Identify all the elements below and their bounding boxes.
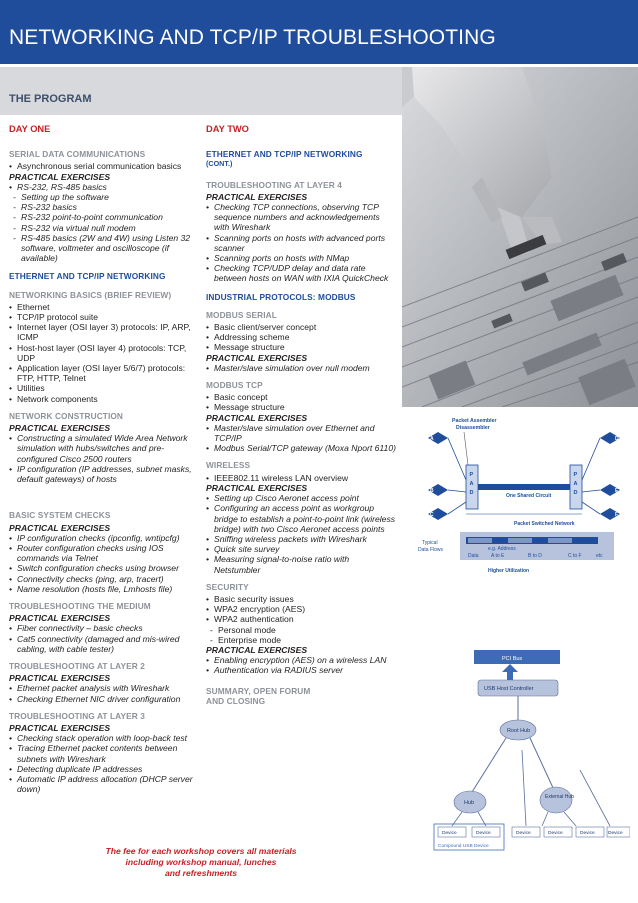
section-title: TROUBLESHOOTING AT LAYER 2 (9, 660, 145, 671)
list-item: • Switch configuration checks using browser (9, 563, 199, 573)
node-label: F (615, 512, 619, 518)
b-to-d-label: B to D (528, 553, 542, 559)
sub-list-item: - RS-232 point-to-point communication (9, 212, 199, 222)
day-two-column (206, 124, 396, 708)
link-line (530, 738, 554, 790)
left-nodes (428, 432, 448, 520)
list-item: • Master/slave simulation over null modem (206, 363, 396, 373)
list-item: • Basic concept (206, 392, 396, 402)
list-item: • Basic client/server concept (206, 322, 396, 332)
list-item: • Tracing Ethernet packet contents between subnets with Wireshark (9, 743, 199, 763)
device-boxes (438, 827, 630, 837)
device-links (452, 750, 610, 826)
program-label: THE PROGRAM (9, 93, 92, 105)
list-item: • Addressing scheme (206, 332, 396, 342)
section-title: MODBUS TCP (206, 380, 263, 391)
list-item: • Checking TCP connections, observing TCP sequence numbers and acknowledgements with Wireshark (206, 202, 396, 233)
fee-line-2: including workshop manual, lunches (125, 857, 277, 867)
c-to-f-label: C to F (568, 553, 582, 559)
topic-heading: ETHERNET AND TCP/IP NETWORKING (9, 271, 166, 282)
list-item: • Checking stack operation with loop-back test (9, 733, 199, 743)
device-label: Device (476, 831, 491, 836)
node-label: D (615, 436, 619, 442)
circuit-label: One Shared Circuit (506, 493, 552, 499)
summary-heading (206, 686, 396, 706)
list-item: • Internet layer (OSI layer 3) protocols: IP, ARP, ICMP (9, 322, 199, 342)
list-item: • Scanning ports on hosts with advanced ports scanner (206, 233, 396, 253)
pad-letter: A (469, 481, 474, 487)
right-nodes (600, 432, 620, 520)
list-item: • Constructing a simulated Wide Area Network simulation with hubs/switches and pre-configured Cisco 2500 routers (9, 433, 199, 464)
pad-label-1: Packet Assembler (452, 418, 497, 424)
data-label: Data (468, 553, 479, 559)
list-item: • Cat5 connectivity (damaged and mis-wired cabling, with cable tester) (9, 634, 199, 654)
pad-letter: D (573, 490, 578, 496)
a-to-e-label: A to E (491, 553, 505, 559)
section-title: TROUBLESHOOTING AT LAYER 4 (206, 179, 342, 190)
fee-line-3: and refreshments (164, 868, 238, 878)
psn-label: Packet Switched Network (514, 521, 575, 527)
practical-exercises-label: PRACTICAL EXERCISES (9, 722, 111, 733)
section-title: MODBUS SERIAL (206, 309, 277, 320)
pad-label-2: Disassembler (456, 425, 490, 431)
list-item: • Setting up Cisco Aeronet access point (206, 493, 396, 503)
list-item: • Ethernet (9, 302, 199, 312)
list-item: • Sniffing wireless packets with Wireshark (206, 534, 396, 544)
list-item: • Network components (9, 394, 199, 404)
section-title: BASIC SYSTEM CHECKS (9, 510, 111, 521)
practical-exercises-label: PRACTICAL EXERCISES (9, 171, 111, 182)
list-item: • RS-232, RS-485 basics (9, 182, 199, 192)
list-item: • Quick site survey (206, 544, 396, 554)
device-label: Device (442, 831, 457, 836)
practical-exercises-label: PRACTICAL EXERCISES (206, 482, 308, 493)
topic-heading: INDUSTRIAL PROTOCOLS: MODBUS (206, 291, 356, 302)
sub-list-item: - Personal mode (206, 625, 396, 635)
practical-exercises-label: PRACTICAL EXERCISES (206, 412, 308, 423)
pci-arrow-icon (502, 664, 518, 680)
list-item: • Automatic IP address allocation (DHCP server down) (9, 774, 199, 794)
device-label: Device (580, 831, 595, 836)
day-one-column (9, 124, 199, 794)
pad-letter: P (469, 472, 474, 478)
list-item: • TCP/IP protocol suite (9, 312, 199, 322)
section-title: WIRELESS (206, 460, 251, 471)
addr-label: e.g. Address (488, 546, 516, 552)
list-item: • Fiber connectivity – basic checks (9, 623, 199, 633)
list-item: • IP configuration (IP addresses, subnet masks, default gateways) of hosts (9, 464, 199, 484)
list-item: • Message structure (206, 342, 396, 352)
pad-letter: D (469, 490, 474, 496)
practical-exercises-label: PRACTICAL EXERCISES (206, 352, 308, 363)
list-item: • IEEE802.11 wireless LAN overview (206, 473, 396, 483)
list-item: • Utilities (9, 383, 199, 393)
sub-list-item: - Enterprise mode (206, 635, 396, 645)
list-item: • Modbus Serial/TCP gateway (Moxa Nport 6110) (206, 443, 396, 453)
packet-blocks (468, 538, 572, 543)
link-line (472, 738, 506, 792)
list-item: • Name resolution (hosts file, Lmhosts file) (9, 584, 199, 594)
hub-label: Hub (464, 800, 475, 806)
list-item: • Measuring signal-to-noise ratio with Netstumbler (206, 554, 396, 574)
summary-line-2: AND CLOSING (206, 695, 266, 706)
section-title: SERIAL DATA COMMUNICATIONS (9, 149, 146, 160)
practical-exercises-label: PRACTICAL EXERCISES (206, 644, 308, 655)
utilization-label: Higher Utilization (488, 568, 530, 574)
pad-letter: A (573, 481, 578, 487)
topic-heading: ETHERNET AND TCP/IP NETWORKING (206, 149, 363, 160)
etc-label: etc (596, 553, 603, 559)
typical-label: Typical (422, 540, 438, 546)
external-hub-node (540, 787, 572, 813)
list-item: • Router configuration checks using IOS commands via Telnet (9, 543, 199, 563)
device-label: Device (516, 831, 531, 836)
practical-exercises-label: PRACTICAL EXERCISES (9, 613, 111, 624)
section-title: NETWORK CONSTRUCTION (9, 410, 123, 421)
list-item: • IP configuration checks (ipconfig, wntipcfg) (9, 533, 199, 543)
page-title: NETWORKING AND TCP/IP TROUBLESHOOTING (9, 26, 496, 49)
device-label: Device (608, 831, 623, 836)
list-item: • Basic security issues (206, 594, 396, 604)
list-item: • Configuring an access point as workgroup bridge to establish a point-to-point link (wireless bridge) with two Cisco Aeronet access points (206, 503, 396, 534)
pci-label: PCI Bus (502, 656, 523, 662)
device-label: Device (548, 831, 563, 836)
sub-list-item: - RS-232 basics (9, 202, 199, 212)
practical-exercises-label: PRACTICAL EXERCISES (9, 673, 111, 684)
list-item: • Enabling encryption (AES) on a wireless LAN (206, 655, 396, 665)
compound-device-label: Compound USB Device (438, 844, 489, 849)
list-item: • Scanning ports on hosts with NMap (206, 253, 396, 263)
list-item: • Message structure (206, 402, 396, 412)
list-item: • Authentication via RADIUS server (206, 665, 396, 675)
list-item: • Application layer (OSI layer 5/6/7) protocols: FTP, HTTP, Telnet (9, 363, 199, 383)
fee-line-1: The fee for each workshop covers all materials (105, 846, 297, 856)
continued-note: (CONT.) (206, 159, 233, 169)
practical-exercises-label: PRACTICAL EXERCISES (9, 522, 111, 533)
node-label: C (430, 512, 434, 518)
program-bar (0, 67, 402, 115)
section-title: TROUBLESHOOTING THE MEDIUM (9, 600, 151, 611)
list-item: • Host-host layer (OSI layer 4) protocols: TCP, UDP (9, 343, 199, 363)
fee-note (0, 846, 402, 879)
list-item: • Checking Ethernet NIC driver configuration (9, 694, 199, 704)
usb-topology-diagram (430, 650, 630, 860)
sub-list-item: - RS-485 basics (2W and 4W) using Listen 32 software, voltmeter and oscilloscope (if available) (9, 233, 199, 264)
sub-list-item: - Setting up the software (9, 192, 199, 202)
node-label: A (430, 436, 434, 442)
list-item: • Detecting duplicate IP addresses (9, 764, 199, 774)
hand-on-motherboard-photo (402, 67, 638, 407)
title-banner (0, 0, 638, 64)
summary-line-1: SUMMARY, OPEN FORUM (206, 685, 311, 696)
node-label: B (430, 488, 434, 494)
node-label: E (615, 488, 619, 494)
day-two-heading: DAY TWO (206, 124, 249, 134)
pad-label-pointer (464, 432, 468, 465)
pad-letter: P (573, 472, 578, 478)
section-title: TROUBLESHOOTING AT LAYER 3 (9, 710, 145, 721)
list-item: • Master/slave simulation over Ethernet and TCP/IP (206, 423, 396, 443)
practical-exercises-label: PRACTICAL EXERCISES (9, 423, 111, 434)
external-hub-label: External Hub (545, 794, 574, 800)
data-flows-label: Data Flows (418, 547, 444, 553)
section-title: NETWORKING BASICS (BRIEF REVIEW) (9, 289, 172, 300)
controller-label: USB Host Controller (484, 686, 534, 692)
root-hub-label: Root Hub (507, 728, 531, 734)
day-one-heading: DAY ONE (9, 124, 51, 134)
list-item: • WPA2 encryption (AES) (206, 604, 396, 614)
list-item: • Connectivity checks (ping, arp, tracert) (9, 574, 199, 584)
list-item: • Checking TCP/UDP delay and data rate between hosts on WAN with IXIA QuickCheck (206, 263, 396, 283)
sub-list-item: - RS-232 via virtual null modem (9, 223, 199, 233)
list-item: • Asynchronous serial communication basics (9, 161, 199, 171)
list-item: • WPA2 authentication (206, 614, 396, 624)
shared-circuit (478, 484, 570, 490)
packet-switched-network-diagram (418, 410, 630, 590)
practical-exercises-label: PRACTICAL EXERCISES (206, 191, 308, 202)
section-title: SECURITY (206, 581, 249, 592)
list-item: • Ethernet packet analysis with Wireshark (9, 683, 199, 693)
